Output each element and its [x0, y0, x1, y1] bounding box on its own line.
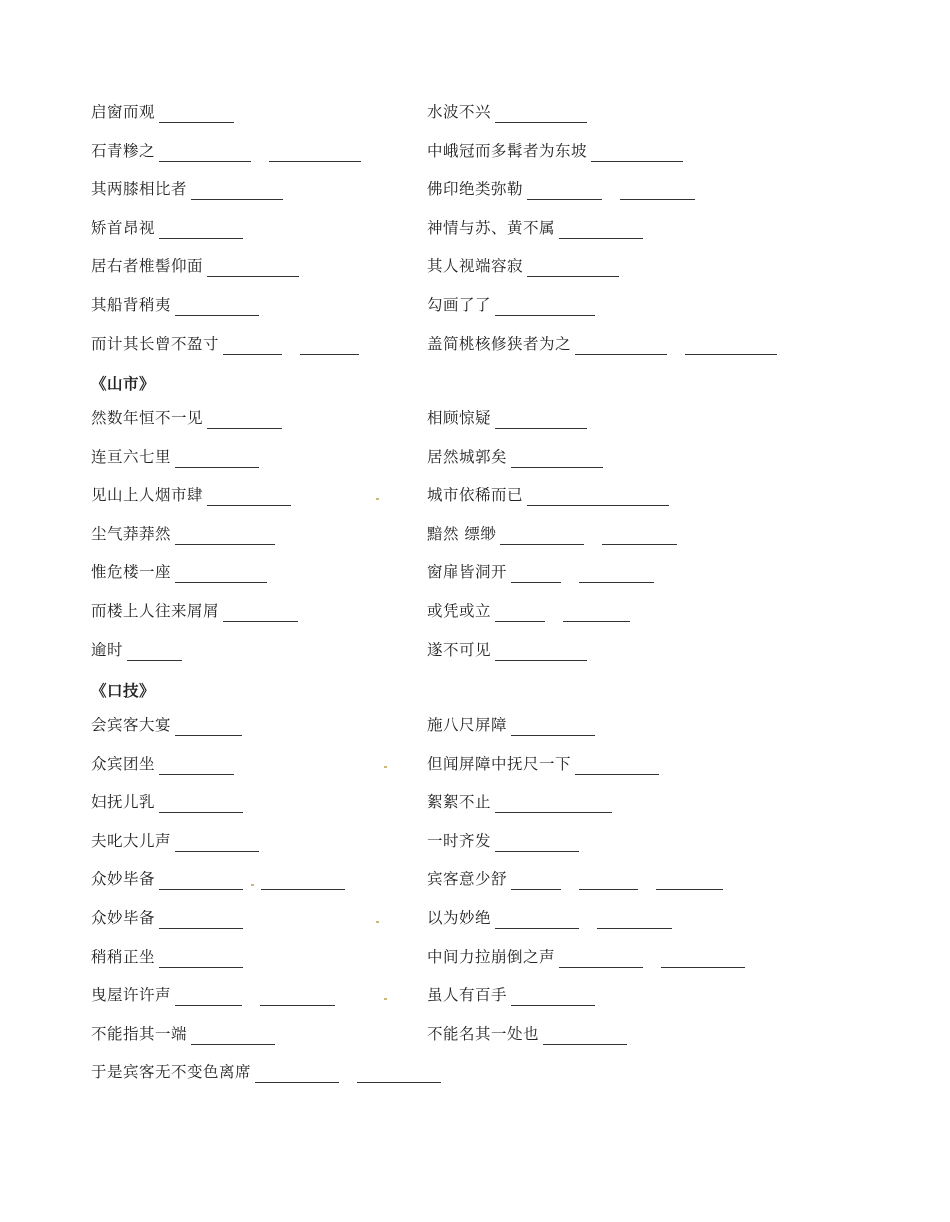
answer-blank[interactable] [357, 1066, 441, 1083]
phrase-text: 启窗而观 [91, 103, 156, 121]
exercise-row [0, 753, 950, 791]
exercise-row [0, 1023, 950, 1061]
answer-blank[interactable] [175, 835, 259, 852]
scan-speck [384, 998, 387, 1000]
answer-blank[interactable] [175, 719, 242, 736]
answer-blank[interactable] [207, 489, 291, 506]
exercise-row [0, 294, 950, 332]
phrase-text: 连亘六七里 [91, 447, 172, 466]
exercise-item-right [427, 407, 587, 429]
exercise-item-left [91, 101, 234, 123]
answer-blank[interactable] [527, 183, 602, 200]
exercise-item-left [91, 217, 243, 239]
answer-blank[interactable] [127, 644, 182, 661]
phrase-text: 不能指其一端 [91, 1024, 188, 1043]
answer-blank[interactable] [495, 299, 595, 316]
answer-blank[interactable] [175, 989, 242, 1006]
exercise-item-right [427, 484, 669, 506]
phrase-text: 遂不可见 [427, 640, 492, 659]
answer-blank[interactable] [495, 412, 587, 429]
exercise-item-left [91, 868, 345, 890]
phrase-text: 中间力拉崩倒之声 [427, 947, 556, 966]
exercise-item-left [91, 639, 182, 661]
answer-blank[interactable] [159, 912, 243, 929]
answer-blank[interactable] [159, 951, 243, 968]
answer-blank[interactable] [527, 489, 669, 506]
phrase-text: 佛印绝类弥勒 [427, 180, 524, 199]
phrase-text: 勾画了了 [427, 296, 492, 314]
answer-blank[interactable] [511, 989, 595, 1006]
answer-blank[interactable] [269, 145, 361, 162]
answer-blank[interactable] [559, 222, 643, 239]
phrase-text: 见山上人烟市肆 [91, 486, 204, 505]
exercise-item-left [91, 753, 234, 775]
exercise-item-right [427, 791, 612, 813]
exercise-item-left [91, 446, 259, 468]
phrase-text: 而计其长曾不盈寸 [91, 334, 220, 353]
phrase-text: 窗扉皆洞开 [427, 563, 508, 582]
exercise-row [0, 830, 950, 868]
phrase-text: 城市依稀而已 [427, 486, 524, 505]
answer-blank[interactable] [500, 528, 584, 545]
answer-blank[interactable] [191, 183, 283, 200]
exercise-item-right [427, 1023, 627, 1045]
answer-blank[interactable] [495, 106, 587, 123]
exercise-item-right [427, 333, 777, 355]
exercise-item-left [91, 407, 282, 429]
exercise-item-left [91, 791, 243, 813]
phrase-text: 妇抚儿乳 [91, 793, 156, 812]
exercise-item-right [427, 907, 672, 929]
phrase-text: 中峨冠而多髯者为东坡 [427, 141, 588, 160]
phrase-text: 稍稍正坐 [91, 947, 156, 966]
exercise-row [0, 407, 950, 445]
phrase-text: 一时齐发 [427, 831, 492, 850]
answer-blank[interactable] [223, 605, 298, 622]
exercise-row [0, 984, 950, 1022]
answer-blank[interactable] [597, 912, 672, 929]
section-heading-shanshi: 《山市》 [91, 374, 156, 393]
answer-blank[interactable] [159, 873, 243, 890]
exercise-row [0, 178, 950, 216]
answer-blank[interactable] [495, 605, 545, 622]
exercise-row [0, 714, 950, 752]
exercise-item-left [91, 561, 267, 583]
answer-blank[interactable] [260, 989, 335, 1006]
exercise-item-left [91, 946, 243, 968]
phrase-text: 尘气莽莽然 [91, 524, 172, 543]
exercise-item-left [91, 178, 283, 200]
answer-blank[interactable] [255, 1066, 339, 1083]
exercise-item-left [91, 600, 298, 622]
answer-blank[interactable] [495, 912, 579, 929]
phrase-text: 黯然 缥缈 [427, 524, 497, 543]
phrase-text: 众宾团坐 [91, 754, 156, 773]
exercise-item-right [427, 830, 579, 852]
exercise-row [0, 255, 950, 293]
exercise-row [0, 140, 950, 178]
answer-blank[interactable] [191, 1028, 275, 1045]
answer-blank[interactable] [543, 1028, 627, 1045]
exercise-item-right [427, 217, 643, 239]
phrase-text: 其船背稍夷 [91, 296, 172, 314]
exercise-item-right [427, 639, 587, 661]
phrase-text: 宾客意少舒 [427, 870, 508, 889]
scan-speck [376, 498, 379, 500]
phrase-text: 神情与苏、黄不属 [427, 218, 556, 237]
exercise-row [0, 639, 950, 677]
exercise-item-left [91, 984, 335, 1006]
exercise-row [0, 523, 950, 561]
exercise-item-left [91, 140, 361, 162]
exercise-row [0, 484, 950, 522]
exercise-item-right [427, 446, 603, 468]
answer-blank[interactable] [223, 338, 282, 355]
phrase-text: 逾时 [91, 640, 124, 659]
phrase-text: 众妙毕备 [91, 909, 156, 927]
exercise-row [0, 791, 950, 829]
answer-blank[interactable] [495, 796, 612, 813]
answer-blank[interactable] [511, 566, 561, 583]
section-heading-kouji: 《口技》 [91, 681, 156, 700]
answer-blank[interactable] [602, 528, 677, 545]
exercise-item-left [91, 714, 242, 736]
answer-blank[interactable] [656, 873, 723, 890]
phrase-text: 会宾客大宴 [91, 716, 172, 734]
exercise-item-left [91, 1023, 275, 1045]
exercise-item-right [427, 101, 587, 123]
phrase-text: 居然城郭矣 [427, 447, 508, 466]
exercise-item-right [427, 984, 595, 1006]
phrase-text: 惟危楼一座 [91, 563, 172, 582]
exercise-item-right [427, 561, 654, 583]
answer-blank[interactable] [175, 528, 275, 545]
exercise-item-right [427, 600, 630, 622]
answer-blank[interactable] [511, 719, 595, 736]
scan-speck [251, 884, 254, 886]
exercise-item-right [427, 868, 723, 890]
exercise-row [0, 1061, 950, 1099]
answer-blank[interactable] [527, 260, 619, 277]
phrase-text: 矫首昂视 [91, 218, 156, 237]
exercise-item-left [91, 484, 291, 506]
exercise-row [0, 446, 950, 484]
phrase-text: 曳屋许许声 [91, 986, 172, 1005]
exercise-row [0, 946, 950, 984]
phrase-text: 盖简桃核修狭者为之 [427, 334, 572, 353]
phrase-text: 絮絮不止 [427, 793, 492, 812]
exercise-item-left [91, 1061, 441, 1083]
answer-blank[interactable] [575, 338, 667, 355]
answer-blank[interactable] [159, 758, 234, 775]
phrase-text: 不能名其一处也 [427, 1024, 540, 1043]
phrase-text: 居右者椎髻仰面 [91, 257, 204, 276]
answer-blank[interactable] [563, 605, 630, 622]
answer-blank[interactable] [261, 873, 345, 890]
answer-blank[interactable] [159, 145, 251, 162]
phrase-text: 于是宾客无不变色离席 [91, 1063, 252, 1082]
answer-blank[interactable] [620, 183, 695, 200]
phrase-text: 水波不兴 [427, 103, 492, 121]
exercise-row [0, 217, 950, 255]
answer-blank[interactable] [559, 951, 643, 968]
exercise-item-left [91, 907, 243, 929]
exercise-row [0, 600, 950, 638]
answer-blank[interactable] [661, 951, 745, 968]
answer-blank[interactable] [579, 873, 638, 890]
exercise-item-left [91, 333, 359, 355]
answer-blank[interactable] [175, 451, 259, 468]
exercise-item-right [427, 946, 745, 968]
answer-blank[interactable] [579, 566, 654, 583]
exercise-row [0, 561, 950, 599]
phrase-text: 而楼上人往来屑屑 [91, 602, 220, 620]
answer-blank[interactable] [159, 796, 243, 813]
answer-blank[interactable] [685, 338, 777, 355]
answer-blank[interactable] [300, 338, 359, 355]
phrase-text: 但闻屏障中抚尺一下 [427, 754, 572, 773]
exercise-item-right [427, 255, 619, 277]
exercise-item-left [91, 294, 259, 316]
exercise-item-left [91, 255, 299, 277]
answer-blank[interactable] [511, 873, 561, 890]
phrase-text: 夫叱大儿声 [91, 831, 172, 850]
exercise-row [0, 333, 950, 371]
answer-blank[interactable] [591, 145, 683, 162]
answer-blank[interactable] [175, 566, 267, 583]
answer-blank[interactable] [495, 644, 587, 661]
phrase-text: 众妙毕备 [91, 870, 156, 889]
answer-blank[interactable] [575, 758, 659, 775]
phrase-text: 石青糁之 [91, 141, 156, 160]
exercise-item-left [91, 830, 259, 852]
scan-speck [376, 921, 379, 923]
exercise-item-left [91, 523, 275, 545]
phrase-text: 相顾惊疑 [427, 409, 492, 427]
exercise-row [0, 907, 950, 945]
exercise-item-right [427, 178, 695, 200]
phrase-text: 虽人有百手 [427, 986, 508, 1005]
exercise-item-right [427, 714, 595, 736]
exercise-item-right [427, 753, 659, 775]
phrase-text: 然数年恒不一见 [91, 409, 204, 427]
answer-blank[interactable] [207, 412, 282, 429]
answer-blank[interactable] [495, 835, 579, 852]
answer-blank[interactable] [159, 222, 243, 239]
answer-blank[interactable] [175, 299, 259, 316]
scan-speck [384, 766, 387, 768]
exercise-item-right [427, 140, 683, 162]
phrase-text: 其两膝相比者 [91, 180, 188, 199]
phrase-text: 施八尺屏障 [427, 716, 508, 734]
phrase-text: 其人视端容寂 [427, 257, 524, 276]
exercise-row [0, 868, 950, 906]
answer-blank[interactable] [207, 260, 299, 277]
exercise-row [0, 101, 950, 139]
phrase-text: 或凭或立 [427, 602, 492, 620]
answer-blank[interactable] [511, 451, 603, 468]
exercise-item-right [427, 523, 677, 545]
exercise-item-right [427, 294, 595, 316]
answer-blank[interactable] [159, 106, 234, 123]
phrase-text: 以为妙绝 [427, 909, 492, 927]
